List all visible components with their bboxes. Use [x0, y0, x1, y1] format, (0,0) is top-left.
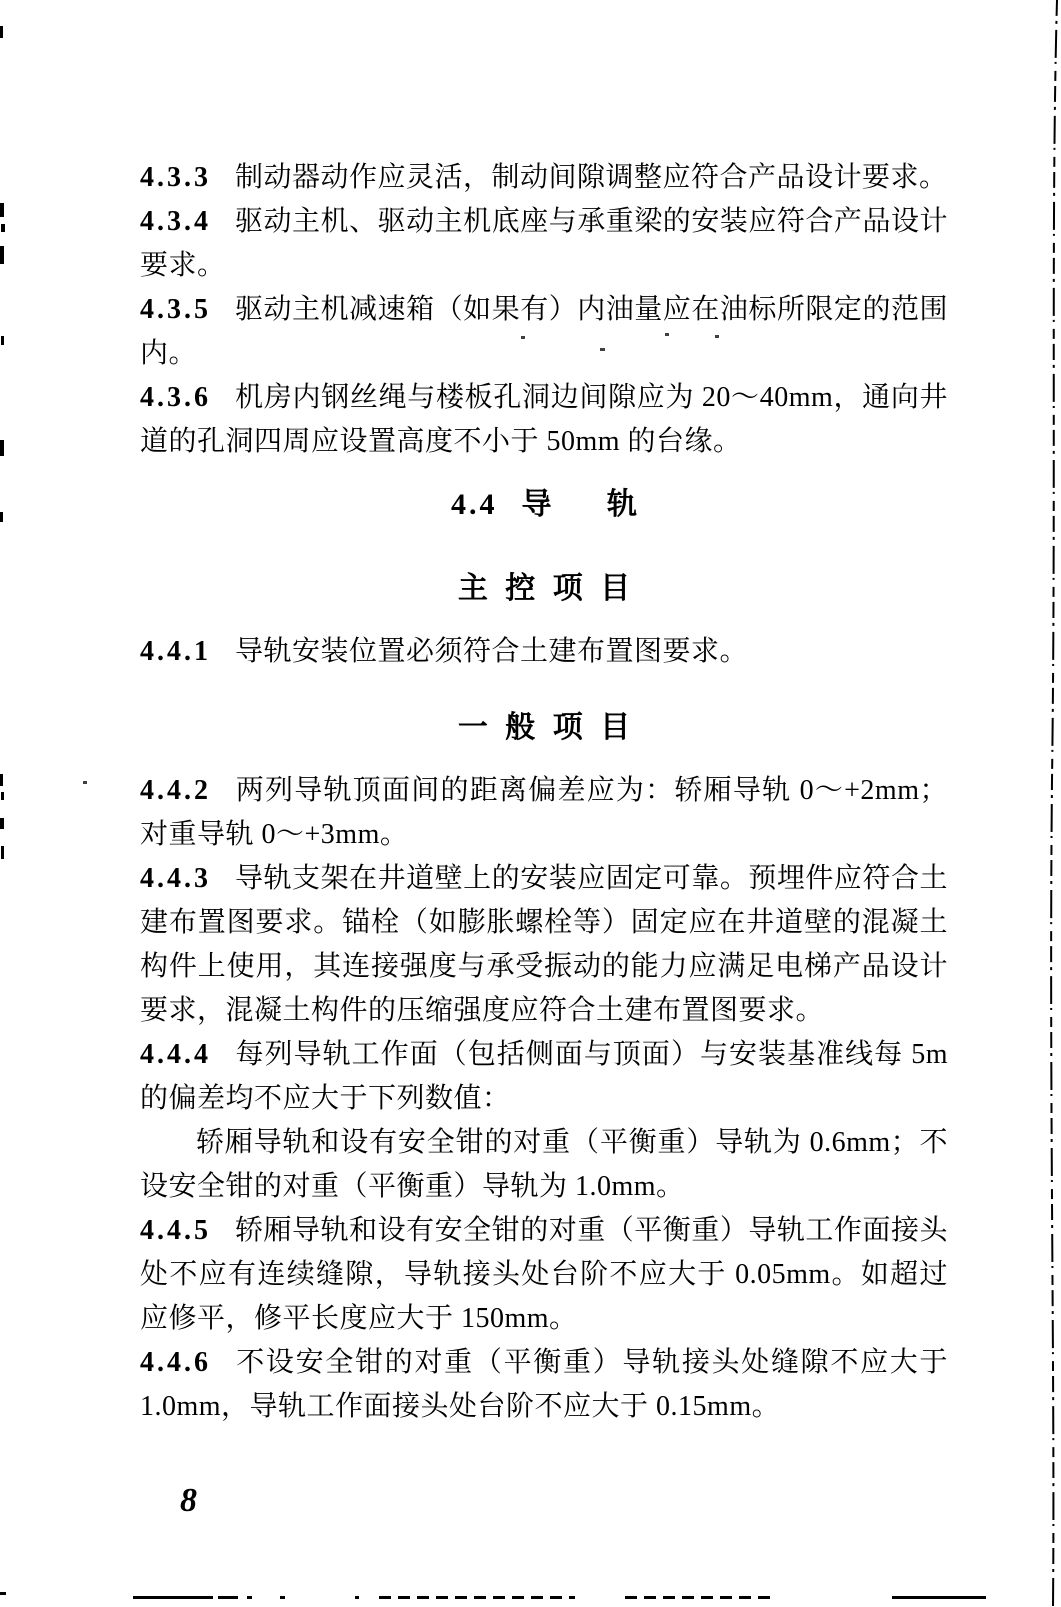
section-title: 导轨 [521, 488, 693, 521]
scan-left-edge-mark [0, 1592, 6, 1595]
clause-number: 4.3.6 [140, 382, 211, 413]
page-number: 8 [180, 1482, 197, 1519]
clause-4-3-4 [140, 200, 948, 288]
clause-number: 4.4.4 [140, 1039, 211, 1070]
subheading-text: 主控项目 [457, 572, 648, 605]
section-number: 4.4 [451, 488, 498, 521]
scan-speck [521, 336, 525, 339]
scan-bottom-edge-segment [247, 1596, 252, 1599]
clause-4-4-1 [140, 630, 948, 674]
clause-text: 两列导轨顶面间的距离偏差应为：轿厢导轨 0～+2mm；对重导轨 0～+3mm。 [140, 775, 948, 850]
clause-4-3-6 [140, 376, 948, 464]
scan-left-edge-mark [1, 792, 4, 800]
subheading-master-items [140, 567, 948, 611]
scan-speck [600, 348, 605, 351]
scan-speck [715, 335, 719, 338]
scan-left-edge-mark [0, 440, 4, 456]
clause-4-4-5 [140, 1209, 948, 1341]
scan-left-edge-mark [0, 818, 4, 829]
clause-4-4-2 [140, 769, 948, 857]
subheading-text: 一般项目 [457, 711, 648, 744]
clause-text: 轿厢导轨和设有安全钳的对重（平衡重）导轨为 0.6mm；不设安全钳的对重（平衡重）导轨为 1.0mm。 [140, 1127, 948, 1202]
scan-bottom-edge-segment [280, 1596, 285, 1599]
clause-number: 4.3.3 [140, 162, 211, 193]
clause-4-4-3 [140, 857, 948, 1033]
scan-right-edge-line [1031, 0, 1061, 1607]
scan-left-edge-mark [0, 774, 3, 786]
scan-speck [83, 781, 87, 784]
clause-number: 4.3.5 [140, 294, 211, 325]
clause-number: 4.4.2 [140, 775, 211, 806]
subheading-general-items [140, 706, 948, 750]
clause-text: 驱动主机减速箱（如果有）内油量应在油标所限定的范围内。 [140, 294, 948, 369]
clause-number: 4.4.6 [140, 1347, 211, 1378]
clause-text: 轿厢导轨和设有安全钳的对重（平衡重）导轨工作面接头处不应有连续缝隙，导轨接头处台阶不应大于 0.05mm。如超过应修平，修平长度应大于 150mm。 [140, 1215, 948, 1334]
clause-text: 机房内钢丝绳与楼板孔洞边间隙应为 20～40mm，通向井道的孔洞四周应设置高度不小于 50mm 的台缘。 [140, 382, 948, 457]
scan-bottom-edge-segment [625, 1596, 777, 1599]
clause-4-4-4 [140, 1033, 948, 1121]
clause-number: 4.4.3 [140, 863, 211, 894]
scan-bottom-edge-segment [892, 1596, 986, 1599]
clause-4-4-6 [140, 1341, 948, 1429]
clause-4-3-5 [140, 288, 948, 376]
scan-left-edge-mark [0, 512, 3, 522]
scan-bottom-edge-segment [133, 1596, 213, 1599]
clause-text: 制动器动作应灵活，制动间隙调整应符合产品设计要求。 [235, 162, 948, 193]
clause-number: 4.4.1 [140, 636, 211, 667]
scan-speck [665, 333, 669, 336]
scan-bottom-edge-segment [379, 1596, 575, 1599]
scan-left-edge-mark [0, 246, 4, 264]
scan-left-edge-mark [1, 336, 4, 345]
clause-4-3-3 [140, 156, 948, 200]
clause-text: 导轨支架在井道壁上的安装应固定可靠。预埋件应符合土建布置图要求。锚栓（如膨胀螺栓等）固定应在井道壁的混凝土构件上使用，其连接强度与承受振动的能力应满足电梯产品设计要求，混凝土构件的压缩强度应符合土建布置图要求。 [140, 863, 948, 1026]
document-body [140, 156, 948, 1429]
clause-text: 导轨安装位置必须符合土建布置图要求。 [235, 636, 749, 667]
clause-number: 4.4.5 [140, 1215, 211, 1246]
clause-text: 每列导轨工作面（包括侧面与顶面）与安装基准线每 5m 的偏差均不应大于下列数值： [140, 1039, 948, 1114]
scan-bottom-edge-segment [355, 1596, 359, 1599]
section-heading-4-4 [140, 483, 948, 527]
clause-number: 4.3.4 [140, 206, 211, 237]
scan-left-edge-mark [1, 846, 4, 859]
scan-left-edge-mark [0, 26, 3, 38]
scan-left-edge-mark [0, 203, 4, 217]
clause-4-4-4-values [140, 1121, 948, 1209]
scan-bottom-edge-segment [218, 1596, 238, 1599]
clause-text: 驱动主机、驱动主机底座与承重梁的安装应符合产品设计要求。 [140, 206, 948, 281]
scan-left-edge-mark [1, 224, 5, 232]
clause-text: 不设安全钳的对重（平衡重）导轨接头处缝隙不应大于 1.0mm，导轨工作面接头处台阶不应大于 0.15mm。 [140, 1347, 948, 1422]
